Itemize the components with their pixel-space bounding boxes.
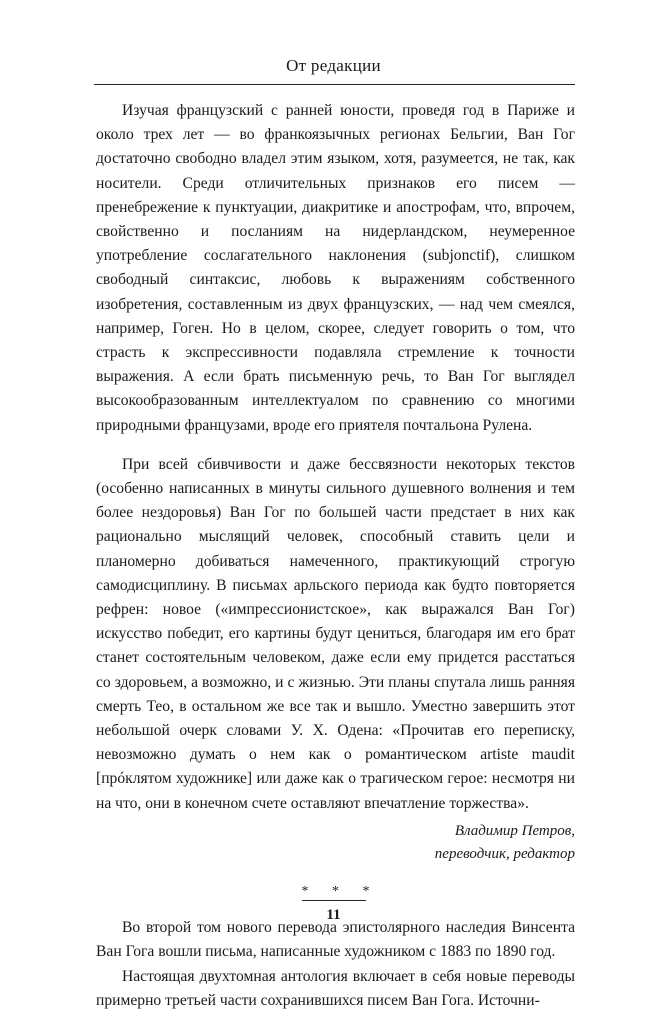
section-separator: * * *: [301, 883, 380, 899]
signature-name: Владимир Петров,: [454, 822, 575, 839]
running-head-title: От редакции: [286, 56, 381, 75]
header-divider: [94, 84, 575, 85]
footer-divider: [302, 900, 366, 901]
body-paragraph-4: Настоящая двухтомная антология включает в себя новые переводы примерно третьей части сохранившихся писем Ван Гога. Источни-: [96, 967, 575, 1009]
page-number: 11: [326, 907, 341, 923]
body-paragraph-2: При всей сбивчивости и даже бессвязности некоторых текстов (особенно написанных в минуты сильного душевного волнения и тем более нездоровья) Ван Гог по большей части предстает в них как рационально мыслящий человек, способный ставить цели и планомерно добиваться намеченного, практикующий строгую самодисциплину. В письмах арльского периода как будто повторяется рефрен: новое («импрессионистское», как выражался Ван Гог) искусство победит, его картины будут цениться, благодаря им его брат станет состоятельным человеком, даже если ему придется расстаться со здоровьем, а возможно, и с жизнью. Эти планы спутала лишь ранняя смерть Тео, в остальном же все так и вышло. Уместно завершить этот небольшой очерк словами У. Х. Одена: «Прочитав его переписку, невозможно думать о нем как о романтическом artiste maudit [прóклятом художнике] или даже как о трагическом герое: несмотря ни на что, они в конечном счете оставляют впечатление торжества».: [96, 455, 575, 812]
signature-role: переводчик, редактор: [434, 845, 575, 862]
body-paragraph-1: Изучая французский с ранней юности, проведя год в Париже и около трех лет — во франкоязычных регионах Бельгии, Ван Гог достаточно свободно владел этим языком, хотя, разумеется, не так, как носители. Среди отличительных признаков его писем — пренебрежение к пунктуации, диакритике и апострофам, что, впрочем, свойственно и посланиям на нидерландском, неумеренное употребление сослагательного наклонения (subjonctif), слишком свободный синтаксис, любовь к выражениям собственного изобретения, составленным из двух французских, — над чем смеялся, например, Гоген. Но в целом, скорее, следует говорить о том, что страсть к экспрессивности подавляла стремление к точности выражения. А если брать письменную речь, то Ван Гог выглядел высокообразованным интеллектуалом по сравнению со многими природными французами, вроде его приятеля почтальона Рулена.: [96, 102, 575, 434]
page-body: [96, 99, 575, 1013]
signature-block: [96, 820, 575, 866]
body-paragraph-3: Во второй том нового перевода эпистолярного наследия Винсента Ван Гога вошли письма, написанные художником с 1883 по 1890 год.: [96, 919, 575, 961]
